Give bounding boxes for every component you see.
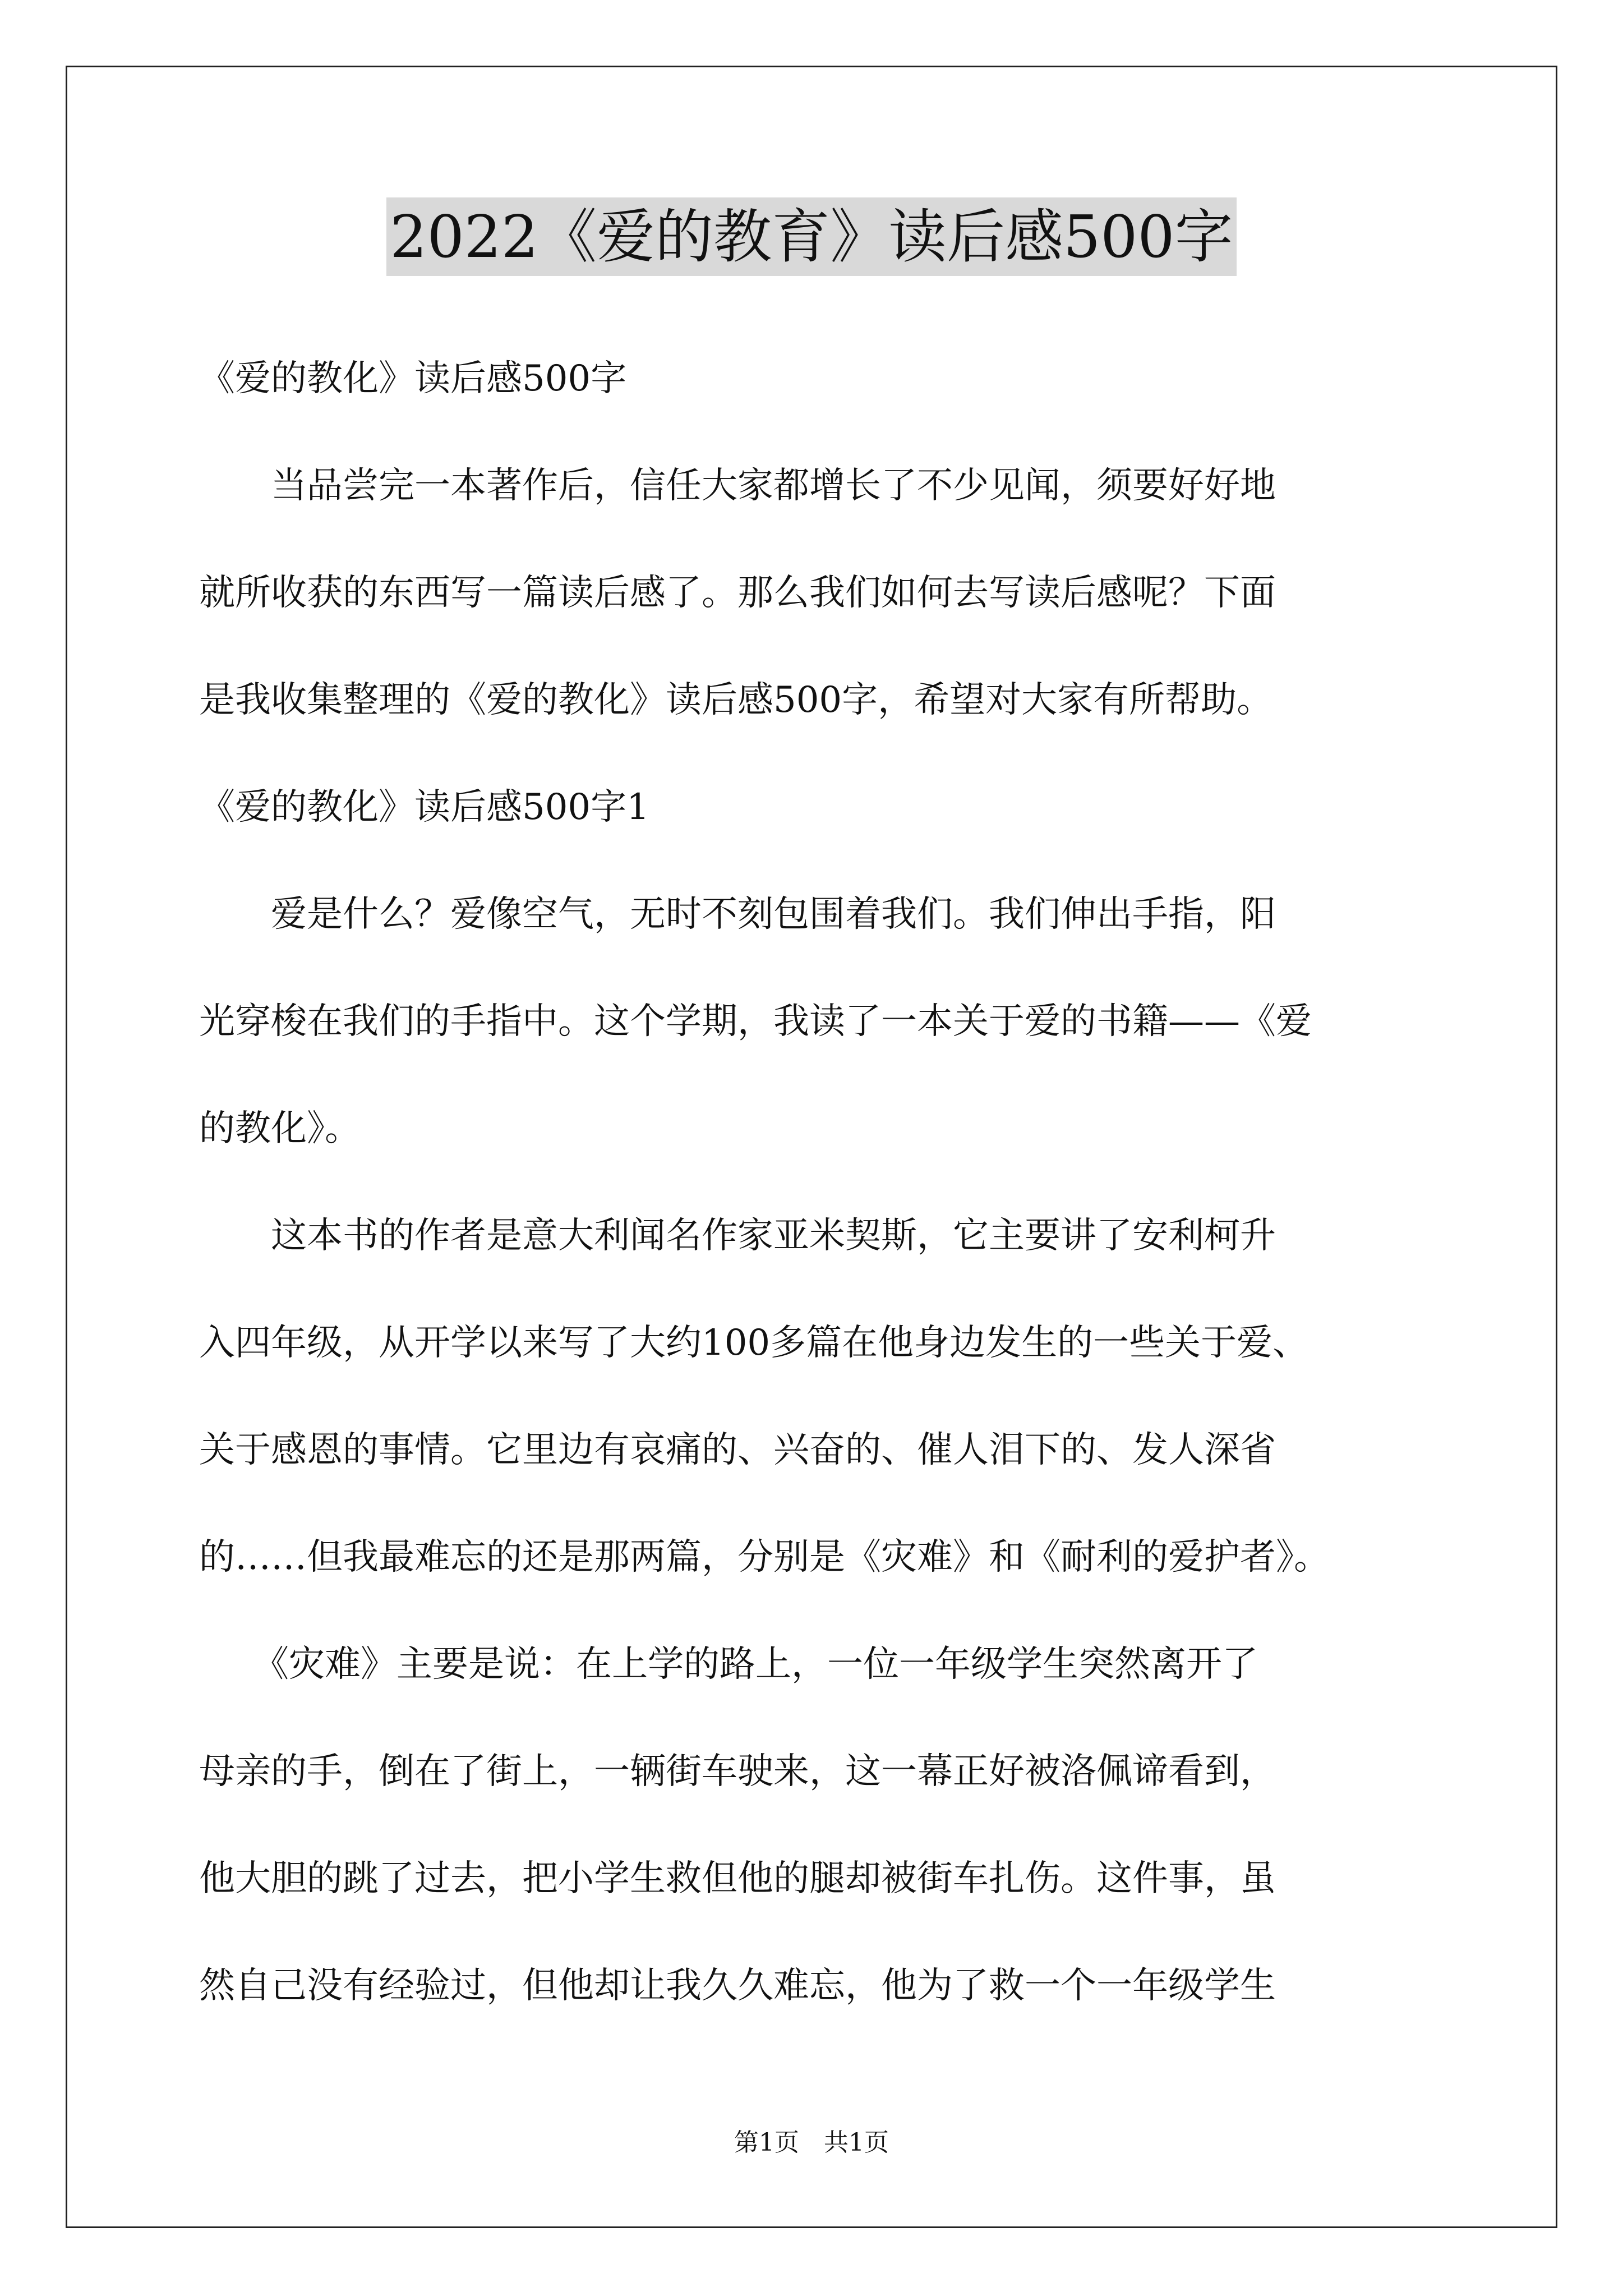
- text-line: 光穿梭在我们的手指中。这个学期，我读了一本关于爱的书籍——《爱: [199, 1001, 1312, 1042]
- title-container: [0, 197, 1623, 276]
- text-line: 这本书的作者是意大利闻名作家亚米契斯，它主要讲了安利柯升: [199, 1215, 1276, 1257]
- text-line: 《爱的教化》读后感500字1: [199, 786, 649, 828]
- text-line: 他大胆的跳了过去，把小学生救但他的腿却被街车扎伤。这件事，虽: [199, 1858, 1276, 1899]
- text-line: 《爱的教化》读后感500字: [199, 358, 627, 399]
- text-line: 是我收集整理的《爱的教化》读后感500字，希望对大家有所帮助。: [199, 679, 1273, 721]
- text-line: 入四年级，从开学以来写了大约100多篇在他身边发生的一些关于爱、: [199, 1322, 1309, 1364]
- text-line: 的教化》。: [199, 1108, 361, 1149]
- text-line: 然自己没有经验过，但他却让我久久难忘，他为了救一个一年级学生: [199, 1965, 1276, 2007]
- text-line: 爱是什么？爱像空气，无时不刻包围着我们。我们伸出手指，阳: [199, 894, 1276, 935]
- page-footer: 第1页 共1页: [734, 2128, 889, 2157]
- text-line: 当品尝完一本著作后，信任大家都增长了不少见闻，须要好好地: [199, 465, 1276, 507]
- text-line: 《灾难》主要是说：在上学的路上，一位一年级学生突然离开了: [199, 1644, 1258, 1685]
- text-line: 关于感恩的事情。它里边有哀痛的、兴奋的、催人泪下的、发人深省: [199, 1429, 1276, 1471]
- text-line: 母亲的手，倒在了街上，一辆街车驶来，这一幕正好被洛佩谛看到，: [199, 1751, 1276, 1792]
- document-title: 2022《爱的教育》读后感500字: [386, 197, 1236, 276]
- text-line: 的……但我最难忘的还是那两篇，分别是《灾难》和《耐利的爱护者》。: [199, 1536, 1330, 1578]
- text-line: 就所收获的东西写一篇读后感了。那么我们如何去写读后感呢？下面: [199, 572, 1276, 614]
